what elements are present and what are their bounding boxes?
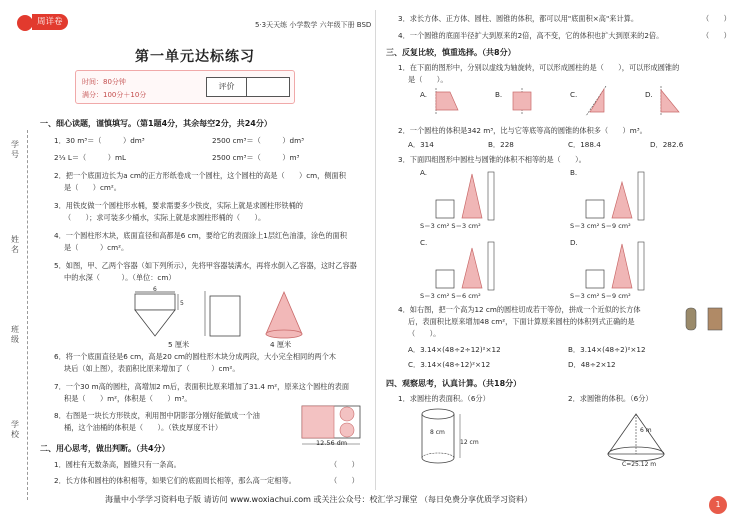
q6-line2: 块后（如上图），表面积比原来增加了（ ）cm²。: [64, 364, 240, 373]
q7-line2: 积是（ ）m²，体积是（ ）m³。: [64, 394, 192, 403]
q8-sheet-figure: [300, 404, 362, 448]
q4-line1: 4．一个圆柱形木块，底面直径和高都是6 cm，要给它的表面涂上1层红色油漆，涂色的面积: [54, 231, 347, 240]
choice-4-line1: 4．如右图，把一个高为12 cm的圆柱切成若干等份，拼成一个近似的长方体: [398, 305, 641, 314]
choice-2: 2．一个圆柱的体积是342 m³，比与它等底等高的圆锥的体积多（ ）m³。: [398, 126, 647, 135]
score-label: 满分：100分＋10分: [82, 91, 147, 99]
q5-top-label: 6: [153, 286, 157, 293]
choice-4-line2: 后，表面积比原来增加48 cm²，下面计算原来圆柱的体积列式正确的是: [408, 317, 635, 326]
evaluation-cell: [206, 77, 290, 97]
calc-1: 1．求圆柱的表面积。（6分）: [398, 394, 490, 403]
c1-shape-d: [657, 86, 687, 116]
calc2-circumference-label: C=25.12 m: [622, 461, 657, 468]
column-divider: [375, 10, 376, 490]
c1-option-c: C.: [570, 90, 578, 99]
footer-note: 海量中小学学习资料电子版 请访问 www.woxiachui.com 或关注公众号：校汇学习课堂 （每日免费分享优质学习资料）: [105, 495, 533, 504]
q2-line1: 2．把一个底面边长为a cm的正方形纸卷成一个圆柱，这个圆柱的高是（ ）cm，侧面积: [54, 171, 346, 180]
q4-line2: 是（ ）cm²。: [64, 243, 129, 252]
c1-shape-c: [582, 86, 612, 116]
c2-option-c: C．188.4: [568, 140, 601, 149]
info-box: [75, 70, 295, 104]
binding-label-name: 姓名: [11, 235, 19, 254]
c3-figure-d: [582, 240, 647, 292]
calc1-height-label: 12 cm: [460, 439, 479, 446]
c1-option-b: B.: [495, 90, 503, 99]
q5-container-a-figure: [120, 286, 190, 349]
judge-2: 2．长方体和圆柱的体积相等，如果它们的底面周长相等，那么高一定相等。: [54, 476, 296, 485]
q1d: 2500 cm³＝（ ）m³: [212, 153, 300, 162]
calc-2: 2．求圆锥的体积。（6分）: [568, 394, 653, 403]
judge-3: 3．求长方体、正方体、圆柱、圆锥的体积，都可以用"底面积×高"来计算。: [398, 14, 639, 23]
judge-3-answer: （ ）: [702, 14, 731, 23]
c3-label-a: S＝3 cm² S＝3 cm²: [420, 222, 481, 230]
q5-cone-figure: [262, 290, 306, 349]
c4-option-c: C．3.14×(48÷12)²×12: [408, 360, 491, 369]
choice-3: 3．下面四组图形中圆柱与圆锥的体积不相等的是（ ）。: [398, 155, 586, 164]
judge-1: 1．圆柱有无数条高，圆锥只有一条高。: [54, 460, 181, 469]
c1-option-a: A.: [420, 90, 428, 99]
calc2-cone-figure: [600, 410, 672, 466]
c3-option-c: C.: [420, 238, 428, 247]
c3-figure-c: [432, 240, 497, 292]
section-1-heading: 一、细心读题，谨慎填写。（第1题4分，其余每空2分，共24分）: [40, 119, 272, 128]
c1-shape-b: [507, 88, 537, 114]
binding-label-school: 学校: [11, 420, 19, 439]
q5-line1: 5．如图，甲、乙两个容器（如下列所示），先将甲容器装满水，再将水倒入乙容器，这时乙容器: [54, 261, 357, 270]
calc2-height-label: 6 m: [640, 427, 652, 434]
judge-2-answer: （ ）: [330, 476, 359, 485]
q8-line2: 桶，这个油桶的体积是（ ）。（铁皮厚度不计）: [64, 423, 223, 432]
binding-label-id: 学号: [11, 140, 19, 159]
q1a: 1．30 m³＝（ ）dm³: [54, 136, 145, 145]
choice-1-line2: 是（ ）。: [408, 75, 448, 84]
q8-line1: 8．右图是一块长方形铁皮，利用图中阴影部分刚好能做成一个油: [54, 411, 260, 420]
c3-label-c: S＝3 cm² S＝6 cm²: [420, 292, 481, 300]
evaluation-label: 评价: [207, 78, 247, 96]
c4-option-a: A．3.14×(48÷2÷12)²×12: [408, 345, 501, 354]
q7-line1: 7．一个30 m高的圆柱，高增加2 m后，表面积比原来增加了31.4 m²，原来这个圆柱的表面: [54, 382, 350, 391]
c4-cylinder-figure: [684, 304, 726, 334]
q5-caption-b: 4 厘米: [270, 340, 292, 349]
q3-line2: （ ）；求可装多少桶水，实际上就是求圆柱形桶的（ ）。: [64, 213, 266, 222]
binding-label-class: 班级: [11, 325, 19, 344]
q1b: 2500 cm³＝（ ）dm³: [212, 136, 304, 145]
q5-caption-a: 5 厘米: [168, 340, 190, 349]
c2-option-b: B．228: [488, 140, 514, 149]
q5-container-b-figure: [200, 286, 245, 341]
binding-line: [27, 130, 28, 500]
c1-option-d: D.: [645, 90, 653, 99]
q5-height-label: 5: [180, 300, 184, 307]
choice-4-line3: （ ）。: [408, 329, 441, 338]
judge-4-answer: （ ）: [702, 31, 731, 40]
c3-figure-a: [432, 170, 497, 222]
c1-shape-a: [432, 88, 462, 114]
q6-line1: 6．将一个底面直径是6 cm，高是20 cm的圆柱形木块分成两段，大小完全相同的两个木: [54, 352, 336, 361]
q3-line1: 3．用铁皮做一个圆柱形水桶，要求需要多少铁皮，实际上就是求圆柱形铁桶的: [54, 201, 303, 210]
c3-label-d: S＝3 cm² S＝9 cm²: [570, 292, 631, 300]
calc1-diameter-label: 8 cm: [430, 429, 445, 436]
logo-icon: [17, 15, 33, 31]
page-title: 第一单元达标练习: [135, 49, 255, 65]
calc1-cylinder-figure: [412, 406, 479, 468]
judge-1-answer: （ ）: [330, 460, 359, 469]
judge-4: 4．一个圆锥的底面半径扩大到原来的2倍，高不变，它的体积也扩大到原来的2倍。: [398, 31, 664, 40]
c3-option-a: A.: [420, 168, 428, 177]
section-4-heading: 四、观察思考，认真计算。（共18分）: [386, 379, 522, 388]
choice-1-line1: 1．在下面的图形中，分别以虚线为轴旋转，可以形成圆柱的是（ ），可以形成圆锥的: [398, 63, 680, 72]
section-2-heading: 二、用心思考，做出判断。（共4分）: [40, 444, 170, 453]
c2-option-a: A．314: [408, 140, 434, 149]
c4-option-d: D．48÷2×12: [568, 360, 616, 369]
series-info: 5·3天天练 小学数学 六年级下册 BSD: [255, 21, 372, 29]
c4-option-b: B．3.14×(48÷2)²×12: [568, 345, 646, 354]
q5-line2: 中的水深（ ）。（单位：cm）: [64, 273, 176, 282]
page-number: 1: [709, 496, 727, 514]
section-3-heading: 三、反复比较，慎重选择。（共8分）: [386, 48, 516, 57]
c3-option-b: B.: [570, 168, 578, 177]
q2-line2: 是（ ）cm²。: [64, 183, 121, 192]
c3-figure-b: [582, 170, 647, 222]
c3-option-d: D.: [570, 238, 578, 247]
c2-option-d: D．282.6: [650, 140, 684, 149]
c3-label-b: S＝3 cm² S＝9 cm²: [570, 222, 631, 230]
logo-tag: 周详卷: [32, 14, 68, 30]
q8-dim-label: 12.56 dm: [316, 439, 348, 447]
time-label: 时间：80分钟: [82, 78, 126, 86]
q1c: 2⅓ L＝（ ）mL: [54, 153, 126, 162]
